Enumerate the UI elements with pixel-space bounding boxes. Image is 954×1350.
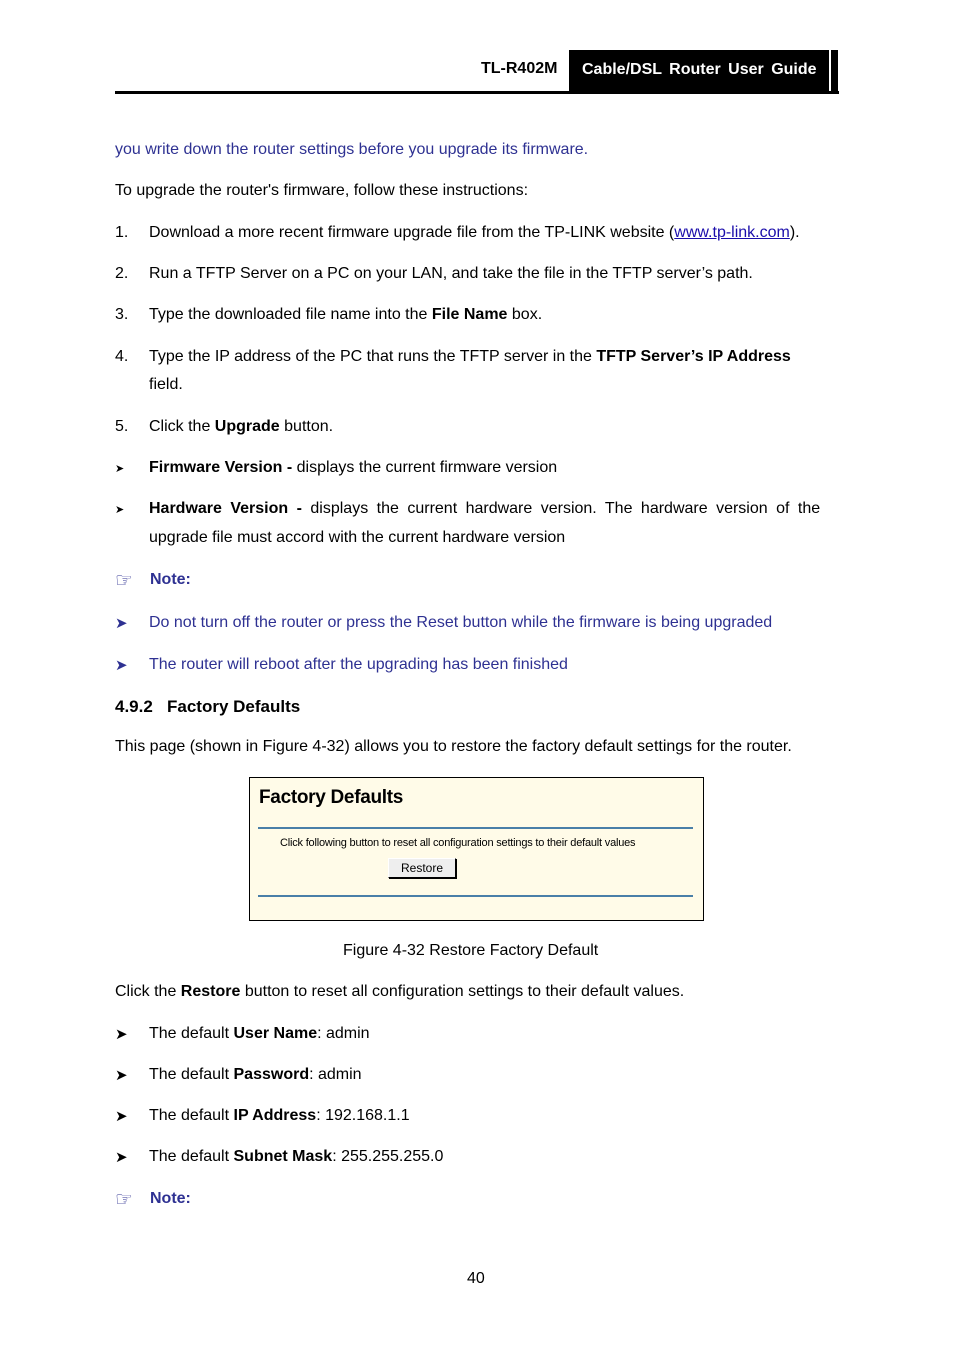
step-text	[149, 348, 791, 366]
arrowhead-bullet-icon: ➤	[115, 463, 125, 475]
restore-text-part: button to reset all configuration settings to their default values.	[240, 983, 685, 1000]
header-guide-title: Cable/DSL Router User Guide	[582, 61, 817, 78]
step-number: 1.	[115, 224, 129, 241]
step-text-bold: TFTP Server’s IP Address	[596, 348, 791, 365]
step-text-bold: File Name	[431, 306, 508, 323]
note-label: Note:	[150, 571, 191, 588]
section-title: Factory Defaults	[166, 697, 301, 716]
step-text: Run a TFTP Server on a PC on your LAN, and take the file in the TFTP server’s path.	[149, 265, 753, 282]
default-value: : admin	[309, 1066, 362, 1083]
note-item: The router will reboot after the upgrading has been finished	[149, 656, 568, 673]
restore-description	[115, 983, 684, 1001]
default-text: The default	[149, 1148, 234, 1165]
step-number: 2.	[115, 265, 129, 282]
arrowhead-bullet-icon: ➤	[115, 1149, 128, 1166]
step-text-part: button.	[279, 418, 334, 435]
figure-message: Click following button to reset all configuration settings to their default values	[280, 837, 636, 849]
field-description	[149, 459, 557, 477]
arrowhead-bullet-icon: ➤	[115, 657, 128, 674]
field-description	[149, 500, 820, 518]
figure-divider	[258, 827, 693, 829]
header-model: TL-R402M	[481, 60, 558, 77]
arrowhead-bullet-icon: ➤	[115, 504, 125, 516]
step-number: 3.	[115, 306, 129, 323]
figure-caption: Figure 4-32 Restore Factory Default	[343, 942, 599, 959]
step-text-bold: Upgrade	[214, 418, 280, 435]
step-text-part: box.	[507, 306, 543, 323]
step-text-part: Download a more recent firmware upgrade file from the TP-LINK website (	[149, 224, 675, 241]
note-item: Do not turn off the router or press the Reset button while the firmware is being upgraded	[149, 614, 773, 631]
default-item	[149, 1148, 443, 1166]
field-label: Firmware Version -	[149, 459, 293, 476]
figure-divider	[258, 895, 693, 897]
default-item	[149, 1107, 410, 1125]
pointing-hand-icon: ☞	[115, 570, 133, 592]
step-text-line2: field.	[149, 376, 183, 393]
field-label: Hardware Version -	[149, 500, 302, 517]
default-label: User Name	[233, 1025, 318, 1042]
default-text: The default	[149, 1066, 234, 1083]
header-divider	[829, 50, 831, 93]
upgrade-intro: To upgrade the router's firmware, follow these instructions:	[115, 182, 529, 199]
pointing-hand-icon: ☞	[115, 1189, 133, 1211]
step-text-part: Type the IP address of the PC that runs the TFTP server in the	[149, 348, 597, 365]
step-number: 4.	[115, 348, 129, 365]
default-label: Subnet Mask	[233, 1148, 333, 1165]
step-text	[149, 306, 542, 324]
arrowhead-bullet-icon: ➤	[115, 1108, 128, 1125]
default-label: IP Address	[233, 1107, 317, 1124]
default-item	[149, 1066, 362, 1084]
figure-title: Factory Defaults	[259, 787, 404, 808]
step-text	[149, 418, 333, 436]
default-text: The default	[149, 1107, 234, 1124]
restore-button[interactable]: Restore	[388, 858, 456, 878]
step-number: 5.	[115, 418, 129, 435]
arrowhead-bullet-icon: ➤	[115, 615, 128, 632]
page-number: 40	[467, 1270, 485, 1287]
field-text: displays the current firmware version	[292, 459, 558, 476]
arrowhead-bullet-icon: ➤	[115, 1026, 128, 1043]
section-intro: This page (shown in Figure 4-32) allows you to restore the factory default settings for the router.	[115, 738, 792, 755]
step-text-part: Click the	[149, 418, 215, 435]
field-description-line2: upgrade file must accord with the current hardware version	[149, 529, 566, 546]
header-guide-box	[569, 50, 838, 93]
default-text: The default	[149, 1025, 234, 1042]
field-text: displays the current hardware version. The hardware version of the	[301, 500, 821, 517]
factory-defaults-screenshot	[249, 777, 704, 921]
note-label: Note:	[150, 1190, 191, 1207]
tp-link-website-link[interactable]: www.tp-link.com	[674, 224, 790, 241]
step-text-part: Type the downloaded file name into the	[149, 306, 432, 323]
section-heading	[115, 697, 300, 717]
section-number: 4.9.2	[115, 697, 153, 716]
default-value: : 192.168.1.1	[316, 1107, 410, 1124]
restore-text-bold: Restore	[180, 983, 241, 1000]
default-label: Password	[233, 1066, 310, 1083]
default-item	[149, 1025, 370, 1043]
step-text-part: ).	[789, 224, 800, 241]
default-value: : admin	[317, 1025, 370, 1042]
restore-text-part: Click the	[115, 983, 181, 1000]
default-value: : 255.255.255.0	[332, 1148, 444, 1165]
step-text	[149, 224, 800, 242]
header-rule	[115, 91, 839, 94]
arrowhead-bullet-icon: ➤	[115, 1067, 128, 1084]
continued-text: you write down the router settings before you upgrade its firmware.	[115, 141, 589, 158]
